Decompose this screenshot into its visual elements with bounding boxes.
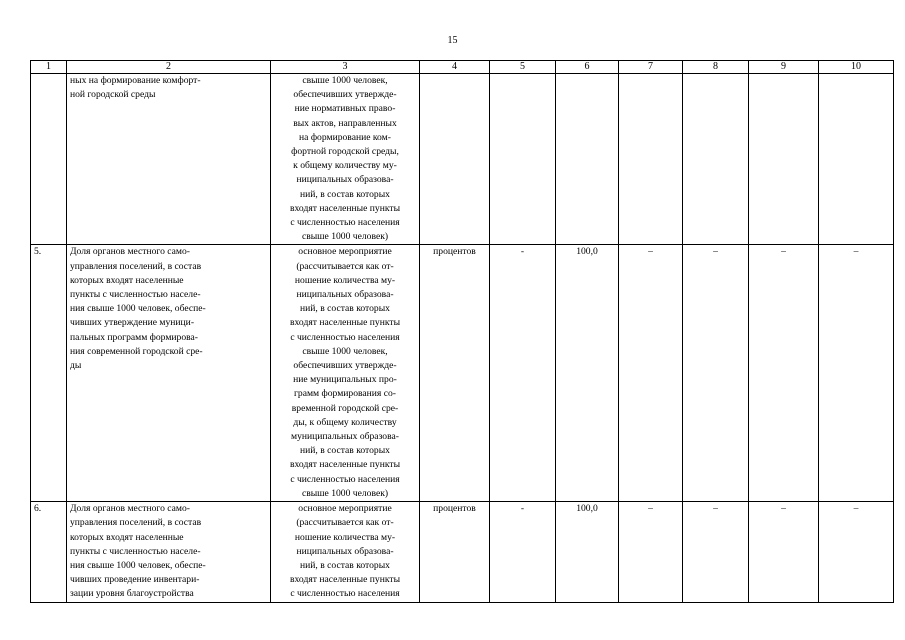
value-col-9: – [749,245,819,502]
value-col-7: – [619,245,683,502]
value-col-10: – [819,502,894,602]
value-col-7 [619,74,683,245]
value-col-8: – [683,502,749,602]
unit-cell: процентов [420,245,490,502]
value-col-10 [819,74,894,245]
indicator-name: ных на формирование комфорт- ной городской среды [67,74,271,245]
col-header-3: 3 [271,61,420,74]
value-col-6: 100,0 [556,502,619,602]
value-col-9: – [749,502,819,602]
value-col-5: - [490,245,556,502]
table-row [31,245,894,502]
calculation-method: основное мероприятие (рассчитывается как от- ношение количества му- ниципальных образова- ний, в состав которых входят населенные пункты с численностью населения свыше 1000 человек, обеспечивших утвержде- ние муниципальных про- грамм формирования со- временной городской сре- ды, к общему количеству муниципальных образова- ний, в состав которых входят населенные пункты с численностью населения свыше 1000 человек) [271,245,420,502]
indicator-name: Доля органов местного само- управления поселений, в состав которых входят населенные пункты с численностью населе- ния свыше 1000 человек, обеспе- чивших проведение инвентари- зации уровня благоустройства [67,502,271,602]
row-number: 6. [31,502,67,602]
value-col-5 [490,74,556,245]
table-row [31,502,894,602]
indicators-table [30,60,894,603]
value-col-9 [749,74,819,245]
value-col-5: - [490,502,556,602]
col-header-1: 1 [31,61,67,74]
col-header-9: 9 [749,61,819,74]
col-header-7: 7 [619,61,683,74]
col-header-10: 10 [819,61,894,74]
value-col-6: 100,0 [556,245,619,502]
value-col-6 [556,74,619,245]
page-number: 15 [447,35,458,46]
col-header-4: 4 [420,61,490,74]
row-number [31,74,67,245]
unit-cell: процентов [420,502,490,602]
row-number: 5. [31,245,67,502]
col-header-6: 6 [556,61,619,74]
col-header-5: 5 [490,61,556,74]
value-col-10: – [819,245,894,502]
indicator-name: Доля органов местного само- управления поселений, в состав которых входят населенные пункты с численностью населе- ния свыше 1000 человек, обеспе- чивших утверждение муници- пальных программ формирова- ния современной городской сре- ды [67,245,271,502]
unit-cell [420,74,490,245]
value-col-8: – [683,245,749,502]
value-col-8 [683,74,749,245]
table-row [31,74,894,245]
calculation-method: основное мероприятие (рассчитывается как от- ношение количества му- ниципальных образова- ний, в состав которых входят населенные пункты с численностью населения [271,502,420,602]
header-row [31,61,894,74]
calculation-method: свыше 1000 человек, обеспечивших утвержде- ние нормативных право- вых актов, направленных на формирование ком- фортной городской среды, к общему количеству му- ниципальных образова- ний, в состав которых входят населенные пункты с численностью населения свыше 1000 человек) [271,74,420,245]
value-col-7: – [619,502,683,602]
col-header-8: 8 [683,61,749,74]
col-header-2: 2 [67,61,271,74]
